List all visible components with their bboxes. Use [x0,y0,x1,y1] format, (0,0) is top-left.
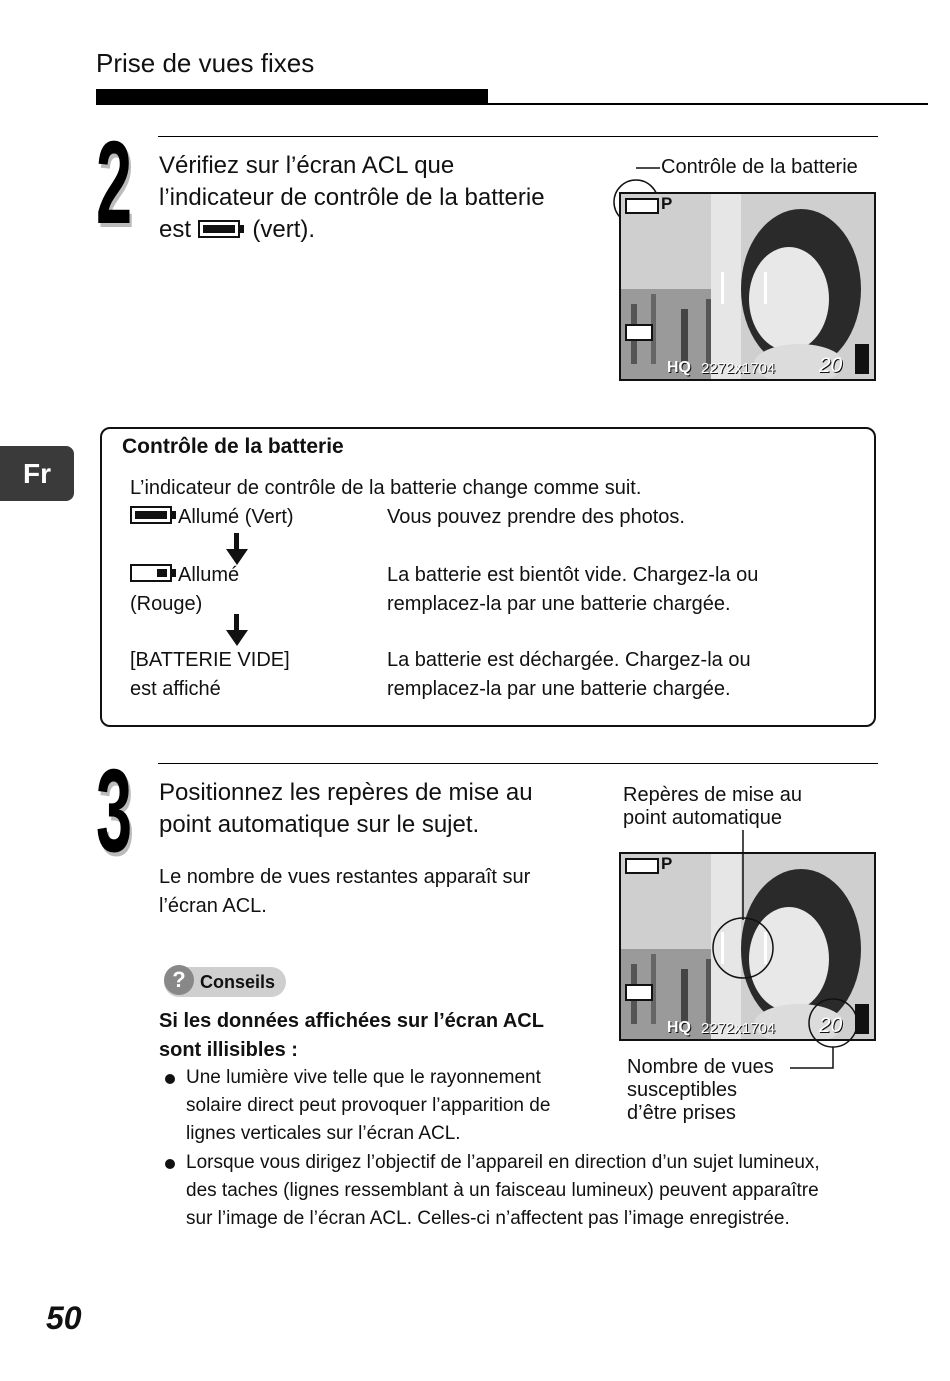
battery-full-icon [198,220,240,238]
tips-heading [159,1007,544,1065]
battery-state-full [130,503,294,532]
language-tab [0,446,74,501]
battery-desc-line: remplacez-la par une batterie chargée. [387,678,731,700]
tips-heading-line: sont illisibles : [159,1039,298,1061]
arrow-down-icon [226,614,248,646]
bullet-icon [165,1159,175,1169]
step-2-instruction [159,150,609,246]
af-target-marks [721,272,767,304]
battery-state-label: Allumé (Vert) [178,506,294,528]
step-2-line: Vérifiez sur l’écran ACL que [159,152,455,179]
battery-state-empty [130,646,290,704]
lcd-mode: P [661,854,673,873]
lcd-resolution: 2272x1704 [701,1020,776,1037]
battery-state-label: (Rouge) [130,593,203,615]
battery-low-icon [130,564,172,582]
bullet-icon [165,1074,175,1084]
battery-state-empty-desc [387,646,751,704]
tips-line: des taches (lignes ressemblant à un faisceau lumineux) peuvent apparaître [186,1180,819,1201]
callout-line: Nombre de vues [627,1056,774,1078]
battery-callout-label: Contrôle de la batterie [661,156,858,178]
battery-full-icon [130,506,172,524]
battery-desc-line: La batterie est bientôt vide. Chargez-la ou [387,564,759,586]
page-title: Prise de vues fixes [96,48,315,78]
tips-heading-line: Si les données affichées sur l’écran ACL [159,1010,544,1032]
battery-state-low [130,561,239,619]
callout-line: d’être prises [627,1102,736,1124]
battery-box-title: Contrôle de la batterie [122,435,344,458]
battery-state-label: est affiché [130,678,221,700]
step-3-subline: Le nombre de vues restantes apparaît sur [159,866,531,888]
tips-line: lignes verticales sur l’écran ACL. [186,1123,461,1144]
battery-state-full-desc: Vous pouvez prendre des photos. [387,506,685,528]
lcd-count-marker [855,344,869,374]
lcd-battery-icon [625,198,659,214]
step-3-subtext [159,863,530,921]
lcd-quality: HQ [667,1019,691,1036]
callout-line: point automatique [623,807,783,829]
tips-bullet-2 [186,1149,820,1233]
lcd-preview-step2 [619,192,876,381]
tips-badge [164,967,286,997]
step-2-est: est [159,216,192,243]
language-tab-label: Fr [23,457,51,489]
step-2-line [159,214,609,246]
tips-line: solaire direct peut provoquer l’apparition de [186,1095,551,1116]
step-3-subline: l’écran ACL. [159,895,267,917]
step-3-line: point automatique sur le sujet. [159,811,480,838]
step-3-instruction [159,777,533,841]
battery-box-intro: L’indicateur de contrôle de la batterie change comme suit. [130,477,642,499]
shots-remaining-callout [627,1056,774,1125]
battery-state-label: [BATTERIE VIDE] [130,649,290,671]
tips-badge-label: Conseils [200,972,276,992]
callout-line: susceptibles [627,1079,738,1101]
step-3-line: Positionnez les repères de mise au [159,779,533,806]
step-3-number: 3 [96,745,133,877]
battery-desc-line: remplacez-la par une batterie chargée. [387,593,731,615]
step-3-rule [158,763,878,764]
lcd-mode: P [661,194,673,213]
step-2-number: 2 [96,117,133,249]
lcd-resolution: 2272x1704 [701,360,776,377]
step-2-rule [158,136,878,137]
tips-bullet-1 [186,1064,550,1148]
lcd-quality: HQ [667,359,691,376]
page-number: 50 [46,1300,82,1336]
battery-desc-line: La batterie est déchargée. Chargez-la ou [387,649,751,671]
lcd-shot-count: 20 [819,354,843,377]
header-rule [488,103,928,105]
header-bar [96,89,488,105]
tips-line: Lorsque vous dirigez l’objectif de l’appareil en direction d’un sujet lumineux, [186,1152,820,1173]
question-icon: ? [164,965,194,995]
step-2-vert: (vert). [252,216,316,243]
step-2-line: l’indicateur de contrôle de la batterie [159,184,545,211]
lcd-shot-count: 20 [819,1014,843,1037]
tips-line: Une lumière vive telle que le rayonnement [186,1067,541,1088]
lcd-card-icon [625,324,653,341]
battery-state-low-desc [387,561,758,619]
tips-line: sur l’image de l’écran ACL. Celles-ci n’affectent pas l’image enregistrée. [186,1208,790,1229]
callout-line: Repères de mise au [623,784,802,806]
battery-state-label: Allumé [178,564,240,586]
step-3-callout-leaders [600,820,880,1080]
